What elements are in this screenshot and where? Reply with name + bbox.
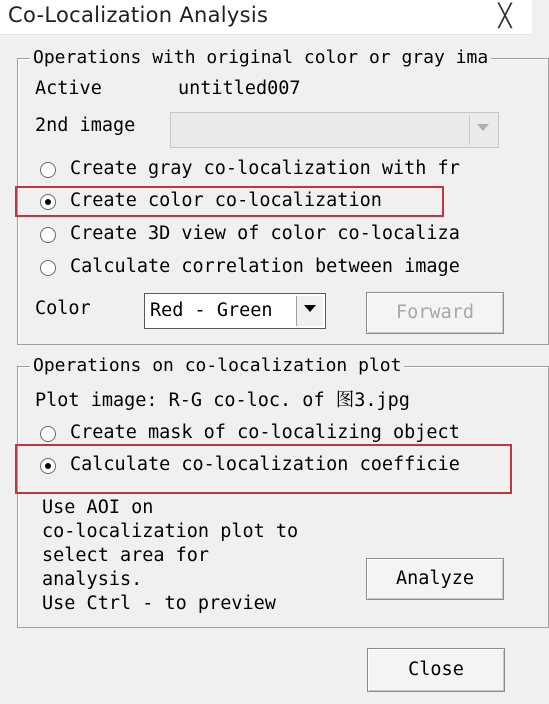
highlight-box: [15, 444, 512, 494]
chevron-down-icon: [477, 124, 489, 132]
analyze-button[interactable]: Analyze: [366, 558, 504, 600]
second-image-label: 2nd image: [35, 115, 136, 136]
instruction-line: co-localization plot to: [42, 521, 299, 542]
instruction-line: analysis.: [42, 569, 143, 590]
radio-correlation-label[interactable]: Calculate correlation between image: [70, 256, 460, 277]
plot-image-label: Plot image: R-G co-loc. of 图3.jpg: [35, 390, 410, 411]
second-image-dropdown[interactable]: [170, 112, 499, 148]
group1-legend: Operations with original color or gray ima: [30, 47, 491, 68]
radio-3d-view-label[interactable]: Create 3D view of color co-localiza: [70, 223, 460, 244]
color-dropdown[interactable]: [144, 293, 326, 329]
color-dropdown-value: Red - Green: [150, 300, 273, 321]
radio-3d-view[interactable]: [40, 227, 56, 243]
title-bar: [0, 0, 532, 35]
color-dropdown-arrow[interactable]: [296, 296, 323, 326]
color-label: Color: [35, 298, 91, 319]
window-title: Co-Localization Analysis: [8, 3, 269, 27]
radio-create-mask-label[interactable]: Create mask of co-localizing object: [70, 422, 460, 443]
close-window-icon[interactable]: ╳: [498, 4, 512, 29]
highlight-box: [15, 186, 444, 217]
forward-button[interactable]: Forward: [366, 292, 504, 334]
second-image-dropdown-arrow[interactable]: [469, 115, 496, 145]
instruction-line: Use Ctrl - to preview: [42, 593, 276, 614]
instruction-line: select area for: [42, 545, 210, 566]
radio-color-colocalization-label[interactable]: Create color co-localization: [70, 190, 382, 211]
instruction-line: Use AOI on: [42, 497, 154, 518]
radio-create-mask[interactable]: [40, 426, 56, 442]
radio-gray-colocalization-label[interactable]: Create gray co-localization with fr: [70, 158, 460, 179]
chevron-down-icon: [304, 305, 316, 313]
active-label: Active: [35, 78, 102, 99]
group2-legend: Operations on co-localization plot: [30, 355, 404, 376]
close-button[interactable]: Close: [367, 648, 505, 692]
radio-gray-colocalization[interactable]: [40, 162, 56, 178]
active-image-name: untitled007: [178, 78, 301, 99]
radio-calc-coefficient-label[interactable]: Calculate co-localization coefficie: [70, 454, 460, 475]
radio-correlation[interactable]: [40, 260, 56, 276]
instructions-text: [42, 496, 342, 614]
